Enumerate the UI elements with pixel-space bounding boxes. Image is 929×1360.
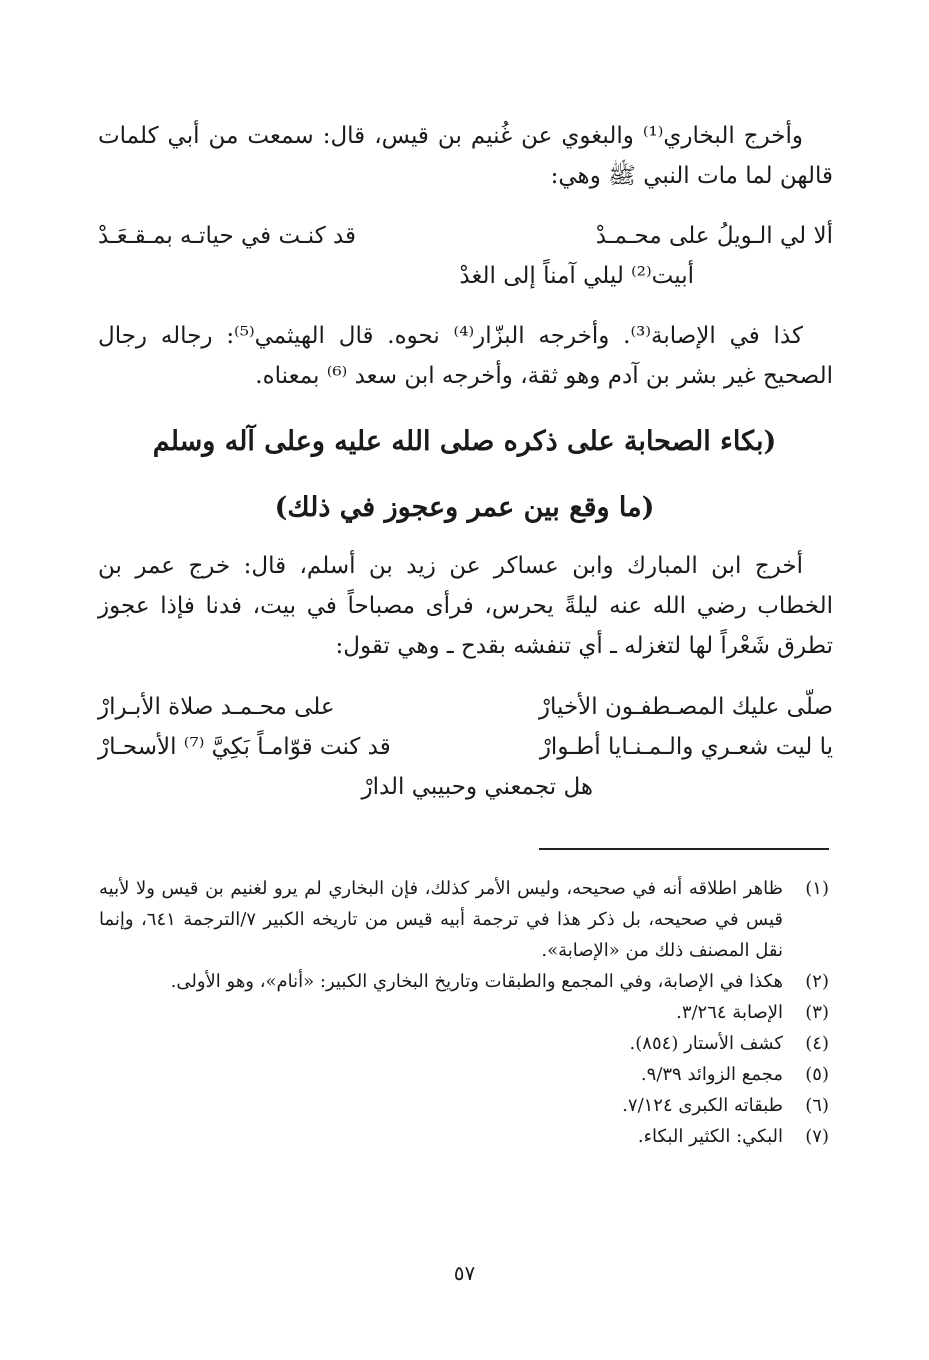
footnote-separator bbox=[539, 848, 829, 850]
footnote-number: (٥) bbox=[805, 1064, 829, 1085]
footnote-text: البكي: الكثير البكاء. bbox=[637, 1126, 783, 1147]
footnotes bbox=[99, 873, 829, 1152]
poem2-verse1-first-hemistich: صلّى عليك المصـطفـون الأخيارْ bbox=[538, 694, 833, 720]
poem2-verse2-first-hemistich: يا ليت شعـري والـمـنـايا أطـوارْ bbox=[539, 734, 833, 760]
poem2-verse2 bbox=[98, 727, 833, 767]
footnote-item bbox=[99, 966, 829, 997]
footnote-text: مجمع الزوائد ٩/٣٩. bbox=[640, 1064, 783, 1085]
footnote-item bbox=[99, 997, 829, 1028]
hadith-sources-text: كذا في الإصابة⁽³⁾. وأخرجه البزّار⁽⁴⁾ نحوه. قال الهيثمي⁽⁵⁾: رجاله رجال الصحيح غير بشر بن آدم وهو ثقة، وأخرجه ابن سعد ⁽⁶⁾ بمعناه. bbox=[98, 323, 833, 389]
footnote-item bbox=[99, 873, 829, 966]
poem1-verse1-first-hemistich: ألا لي الـويلُ على محـمـدْ bbox=[595, 223, 833, 249]
page-number: ٥٧ bbox=[453, 1261, 476, 1285]
section-heading: (بكاء الصحابة على ذكره صلى الله عليه وعلى آله وسلم bbox=[152, 426, 777, 457]
poem2-verse1-second-hemistich: على محـمـد صلاة الأبـرارْ bbox=[98, 694, 335, 720]
footnote-number: (٤) bbox=[805, 1033, 829, 1054]
footnote-text: ظاهر اطلاقه أنه في صحيحه، وليس الأمر كذلك، فإن البخاري لم يرو لغنيم بن قيس ولا لأبيه قيس في صحيحه، بل ذكر هذا في ترجمة أبيه قيس من تاريخه الكبير ٧/الترجمة ٦٤١، وإنما نقل المصنف ذلك من «الإصابة». bbox=[99, 878, 784, 961]
umar-story-text: أخرج ابن المبارك وابن عساكر عن زيد بن أسلم، قال: خرج عمر بن الخطاب رضي الله عنه ليلةً يحرس، فرأى مصباحاً في بيت، فدنا فإذا عجوز تطرق شَعْراً لها لتغزله ـ أي تنفشه بقدح ـ وهي تقول: bbox=[98, 553, 833, 659]
umar-story-paragraph bbox=[98, 546, 833, 666]
footnote-item bbox=[99, 1090, 829, 1121]
poem2-verse2-second-hemistich: قد كنت قوّامـاً بَكِيَّ ⁽⁷⁾ الأسحـارْ bbox=[98, 734, 391, 760]
footnote-text: الإصابة ٣/٢٦٤. bbox=[676, 1002, 783, 1023]
poem1-verse1 bbox=[98, 216, 833, 256]
intro-paragraph bbox=[98, 116, 833, 196]
footnote-text: كشف الأستار (٨٥٤). bbox=[629, 1033, 783, 1054]
footnote-number: (٣) bbox=[805, 1002, 829, 1023]
footnote-item bbox=[99, 1121, 829, 1152]
footnote-text: هكذا في الإصابة، وفي المجمع والطبقات وتاريخ البخاري الكبير: «أنام»، وهو الأولى. bbox=[170, 971, 783, 992]
poem1-verse2: أبيت⁽²⁾ ليلي آمناً إلى الغدْ bbox=[459, 263, 694, 289]
hadith-sources-paragraph bbox=[98, 316, 833, 396]
footnote-number: (١) bbox=[805, 878, 829, 899]
footnote-number: (٢) bbox=[805, 971, 829, 992]
intro-text: وأخرج البخاري⁽¹⁾ والبغوي عن غُنيم بن قيس، قال: سمعت من أبي كلمات قالهن لما مات النبي ﷺ وهي: bbox=[98, 123, 833, 189]
poem2-verse1 bbox=[98, 687, 833, 727]
poem2-verse3: هل تجمعني وحبيبي الدارْ bbox=[361, 774, 593, 800]
footnote-text: طبقاته الكبرى ٧/١٢٤. bbox=[622, 1095, 783, 1116]
footnote-number: (٦) bbox=[805, 1095, 829, 1116]
poem1-verse1-second-hemistich: قد كنـت في حياتـه بمـقـعَـدْ bbox=[98, 223, 357, 249]
subsection-heading: (ما وقع بين عمر وعجوز في ذلك) bbox=[274, 492, 655, 523]
footnote-item bbox=[99, 1059, 829, 1090]
footnote-item bbox=[99, 1028, 829, 1059]
footnote-number: (٧) bbox=[805, 1126, 829, 1147]
